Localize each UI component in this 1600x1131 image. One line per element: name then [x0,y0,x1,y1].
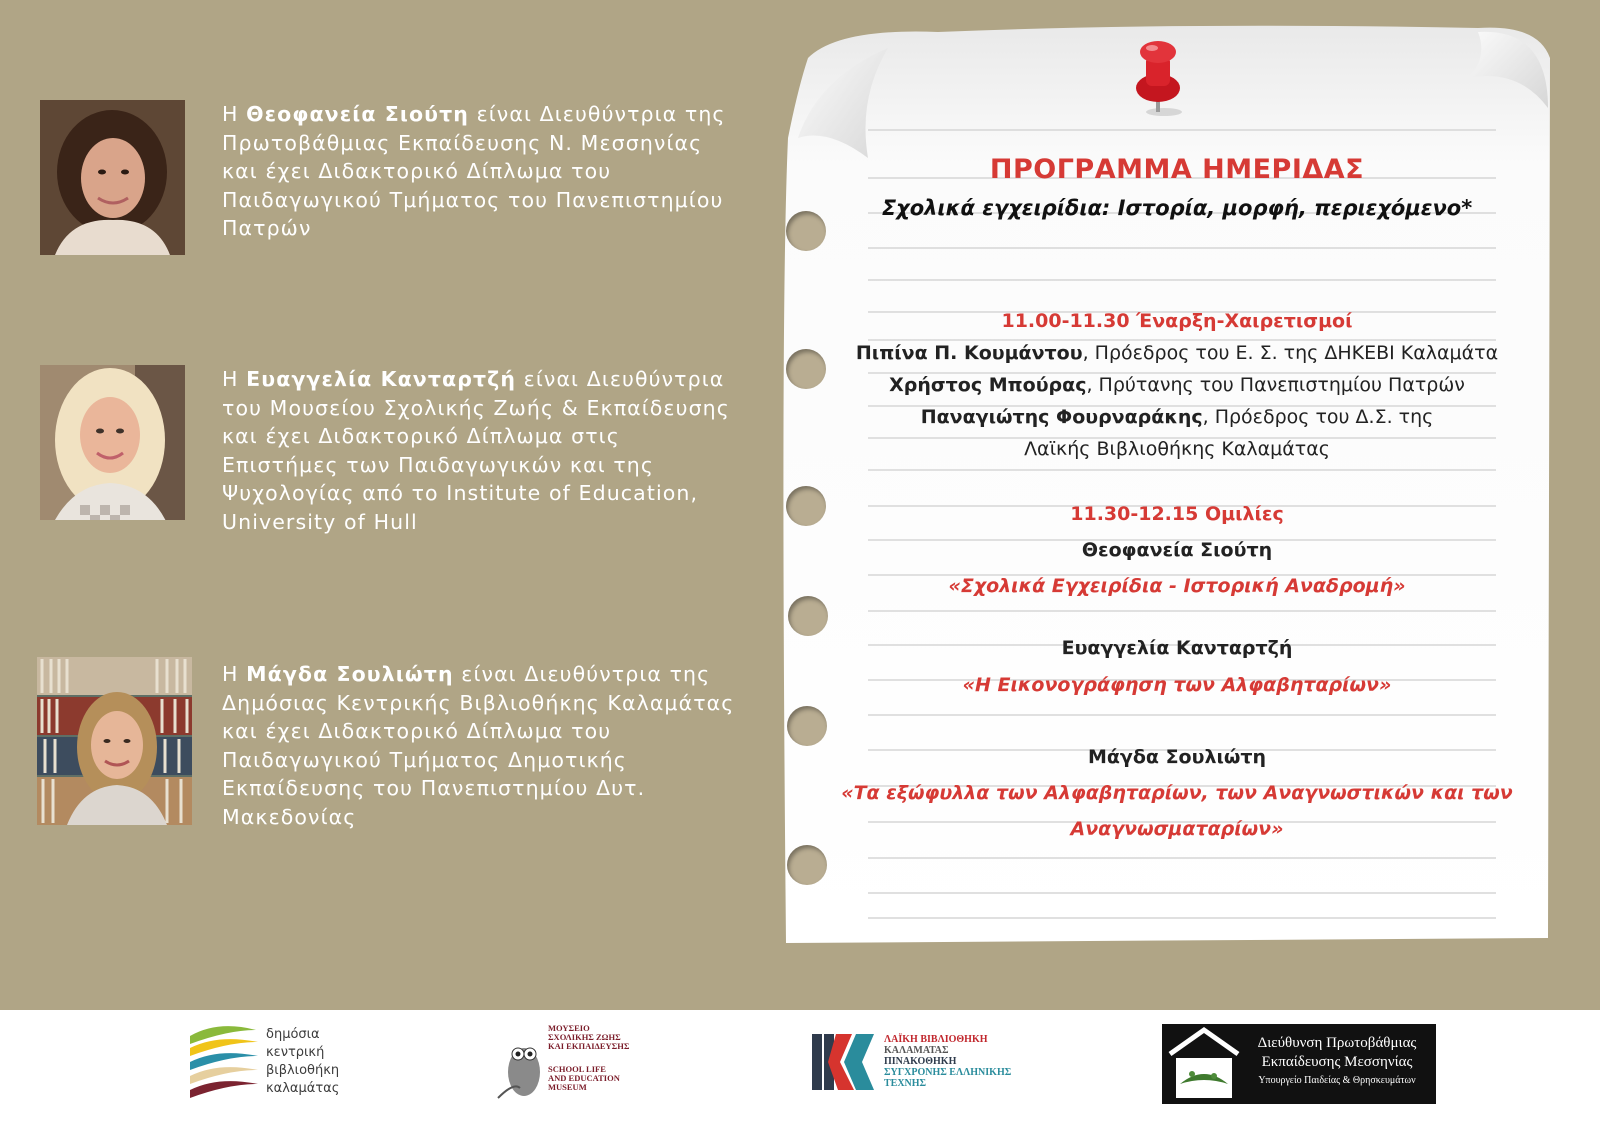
bio-name: Θεοφανεία Σιούτη [246,102,469,126]
photo-souljoti [37,657,192,825]
owl-icon [494,1032,550,1102]
punch-hole [787,706,827,746]
bio-siouti [0,100,760,270]
talk-speaker: Θεοφανεία Σιούτη [1081,539,1273,561]
talks-heading: 11.30-12.15 Ομιλίες [1070,503,1284,525]
bio-name: Μάγδα Σουλιώτη [246,662,454,686]
bio-text-souljoti: Η Μάγδα Σουλιώτη είναι Διευθύντρια της Δημόσιας Κεντρικής Βιβλιοθήκης Καλαμάτας και έχει Διδακτορικό Δίπλωμα του Παιδαγωγικού Τμήματος Δημοτικής Εκπαίδευσης του Πανεπιστημίου Δυτ. Μακεδονίας [222,662,735,829]
logo-folk-library-kalamata: ΛΑΪΚΗ ΒΙΒΛΙΟΘΗΚΗ ΚΑΛΑΜΑΤΑΣ ΠΙΝΑΚΟΘΗΚΗ ΣΥΓΧΡΟΝΗΣ ΕΛΛΗΝΙΚΗΣ ΤΕΧΝΗΣ [812,1010,1032,1131]
logo-school-life-museum: ΜΟΥΣΕΙΟ ΣΧΟΛΙΚΗΣ ΖΩΗΣ ΚΑΙ ΕΚΠΑΙΔΕΥΣΗΣ SCHOOL LIFE AND EDUCATION MUSEUM [494,1010,654,1131]
program-paper [778,18,1576,963]
program-title: ΠΡΟΓΡΑΜΜΑ ΗΜΕΡΙΔΑΣ [989,154,1365,185]
talk-title: «Σχολικά Εγχειρίδια - Ιστορική Αναδρομή» [948,575,1406,597]
punch-hole [788,596,828,636]
photo-siouti [40,100,185,255]
photo-kantartzi [40,365,185,520]
opening-heading: 11.00-11.30 Έναρξη-Χαιρετισμοί [1001,310,1353,332]
school-house-icon [1166,1024,1242,1102]
greeting-line: Πιπίνα Π. Κουμάντου, Πρόεδρος του Ε. Σ. της ΔΗΚΕΒΙ Καλαμάτα [855,342,1499,364]
punch-hole [787,845,827,885]
logo-primary-education-messinia: Διεύθυνση Πρωτοβάθμιας Εκπαίδευσης Μεσσηνίας Υπουργείο Παιδείας & Θρησκευμάτων [1162,1010,1436,1131]
bio-name: Ευαγγελία Κανταρτζή [246,367,517,391]
footer-logos [0,1010,1600,1131]
program-subtitle: Σχολικά εγχειρίδια: Ιστορία, μορφή, περιεχόμενο* [881,196,1473,220]
greeting-line: Παναγιώτης Φουρναράκης, Πρόεδρος του Δ.Σ. της [920,406,1434,428]
greeting-line: Χρήστος Μπούρας, Πρύτανης του Πανεπιστημίου Πατρών [889,374,1465,396]
bio-kantartzi [0,365,760,535]
bio-text-siouti: Η Θεοφανεία Σιούτη είναι Διευθύντρια της Πρωτοβάθμιας Εκπαίδευσης Ν. Μεσσηνίας και έχει Διδακτορικό Δίπλωμα του Παιδαγωγικού Τμήματος του Πανεπιστημίου Πατρών [222,102,726,240]
bio-text-kantartzi: Η Ευαγγελία Κανταρτζή είναι Διευθύντρια του Μουσείου Σχολικής Ζωής & Εκπαίδευσης και έχει Διδακτορικό Δίπλωμα στις Επιστήμες των Παιδαγωγικών και της Ψυχολογίας από το Institute of Education, University of Hull [222,367,730,534]
talk-speaker: Μάγδα Σουλιώτη [1087,746,1267,768]
talk-title-cont: Αναγνωσματαρίων» [1070,818,1284,840]
push-pin-icon [1130,38,1186,118]
logo-public-library-kalamata: δημόσια κεντρική βιβλιοθήκη καλαμάτας [188,1010,358,1131]
talk-title: «Τα εξώφυλλα των Αλφαβηταρίων, των Αναγνωστικών και των [841,782,1513,804]
greeting-line-cont: Λαϊκής Βιβλιοθήκης Καλαμάτας [1024,438,1330,460]
library-k-icon [812,1032,876,1092]
bio-souljoti [0,660,760,830]
talk-title: «Η Εικονογράφηση των Αλφαβηταρίων» [962,674,1392,696]
talk-speaker: Ευαγγελία Κανταρτζή [1061,637,1293,659]
library-waves-icon [188,1022,268,1112]
